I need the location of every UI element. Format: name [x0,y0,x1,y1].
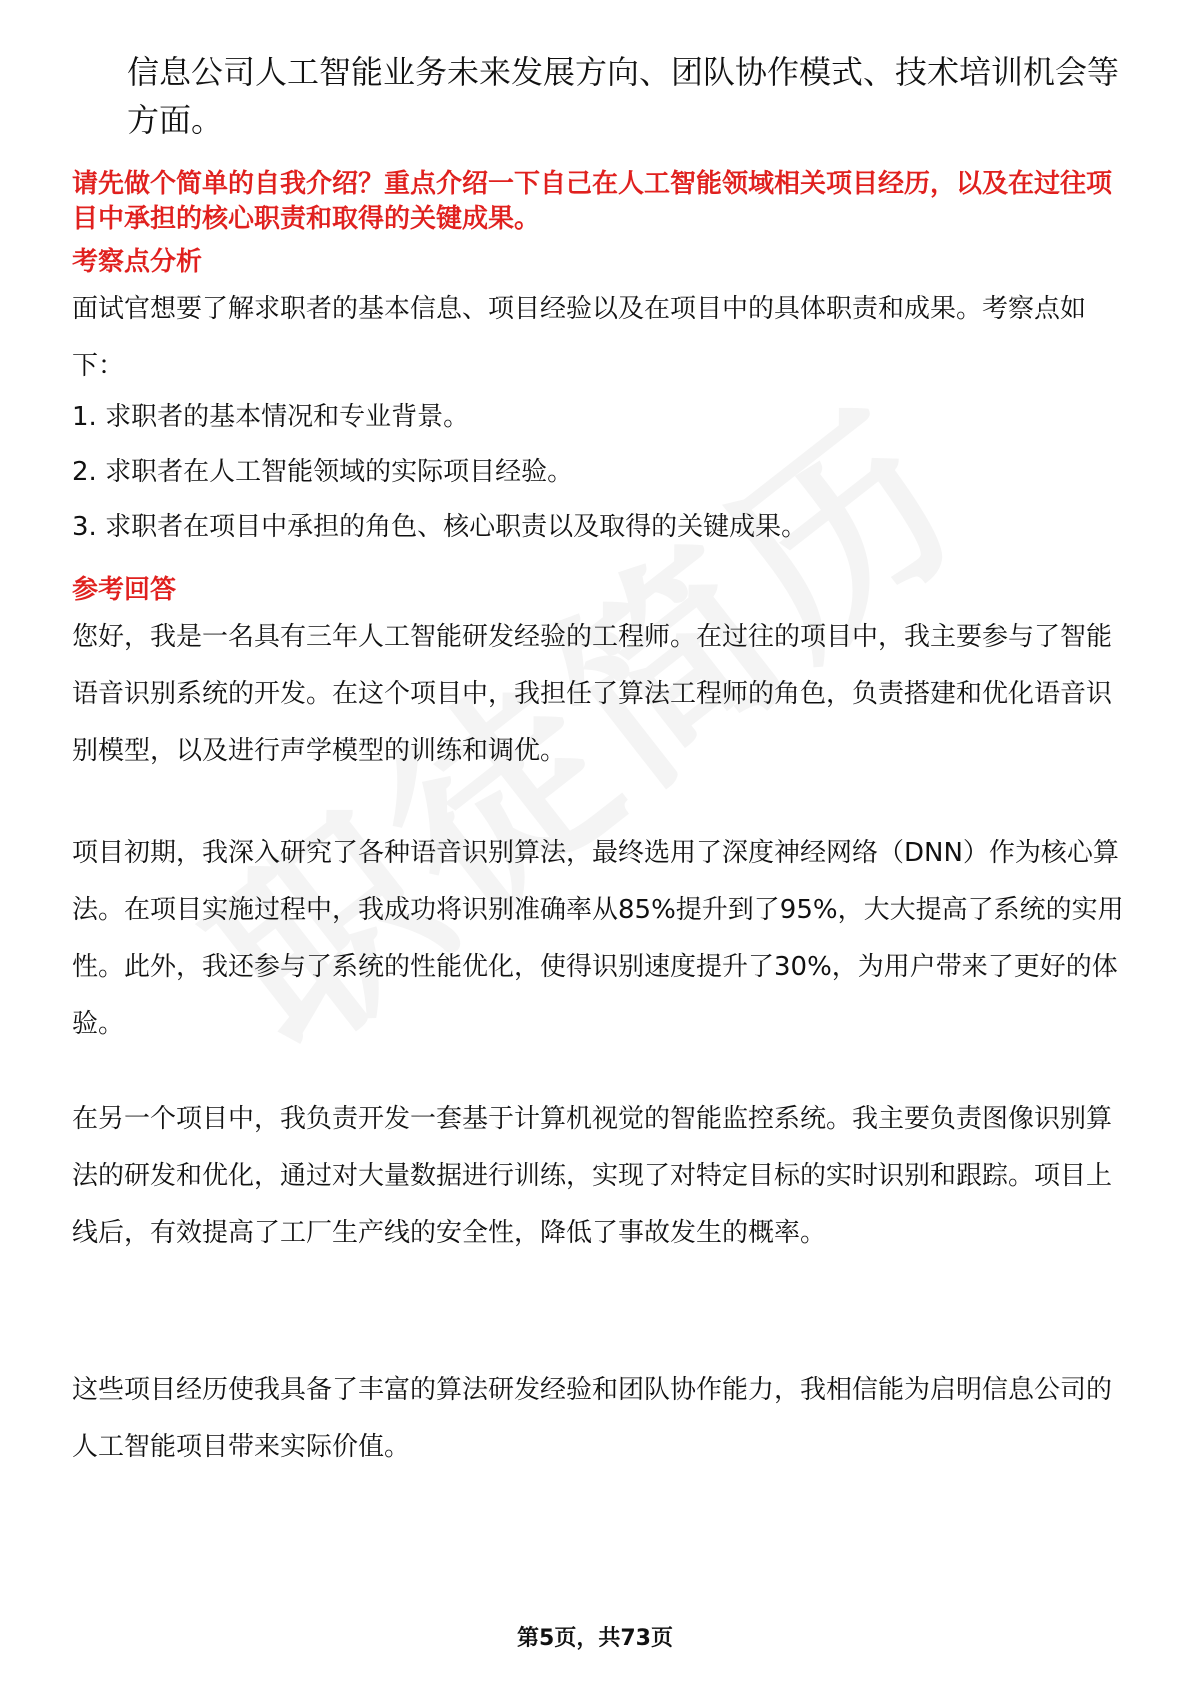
analysis-point-1: 1. 求职者的基本情况和专业背景。 [72,402,470,432]
analysis-point-3: 3. 求职者在项目中承担的角色、核心职责以及取得的关键成果。 [72,512,808,542]
analysis-heading: 考察点分析 [72,247,203,277]
interview-question: 请先做个简单的自我介绍？重点介绍一下自己在人工智能领域相关项目经历，以及在过往项目中承担的核心职责和取得的关键成果。 [72,169,1113,234]
page-number: 第5页，共73页 [517,1626,673,1651]
answer-paragraph-1: 您好，我是一名具有三年人工智能研发经验的工程师。在过往的项目中，我主要参与了智能语音识别系统的开发。在这个项目中，我担任了算法工程师的角色，负责搭建和优化语音识别模型，以及进行声学模型的训练和调优。 [72,622,1113,766]
answer-paragraph-3: 在另一个项目中，我负责开发一套基于计算机视觉的智能监控系统。我主要负责图像识别算法的研发和优化，通过对大量数据进行训练，实现了对特定目标的实时识别和跟踪。项目上线后，有效提高了工厂生产线的安全性，降低了事故发生的概率。 [72,1104,1113,1248]
intro-paragraph: 信息公司人工智能业务未来发展方向、团队协作模式、技术培训机会等方面。 [127,53,1120,139]
answer-paragraph-2: 项目初期，我深入研究了各种语音识别算法，最终选用了深度神经网络（DNN）作为核心算法。在项目实施过程中，我成功将识别准确率从85%提升到了95%，大大提高了系统的实用性。此外，我还参与了系统的性能优化，使得识别速度提升了30%，为用户带来了更好的体验。 [72,838,1124,1039]
analysis-intro: 面试官想要了解求职者的基本信息、项目经验以及在项目中的具体职责和成果。考察点如下： [72,294,1087,381]
answer-paragraph-4: 这些项目经历使我具备了丰富的算法研发经验和团队协作能力，我相信能为启明信息公司的人工智能项目带来实际价值。 [72,1375,1113,1462]
answer-heading: 参考回答 [72,575,177,605]
analysis-point-2: 2. 求职者在人工智能领域的实际项目经验。 [72,457,574,487]
